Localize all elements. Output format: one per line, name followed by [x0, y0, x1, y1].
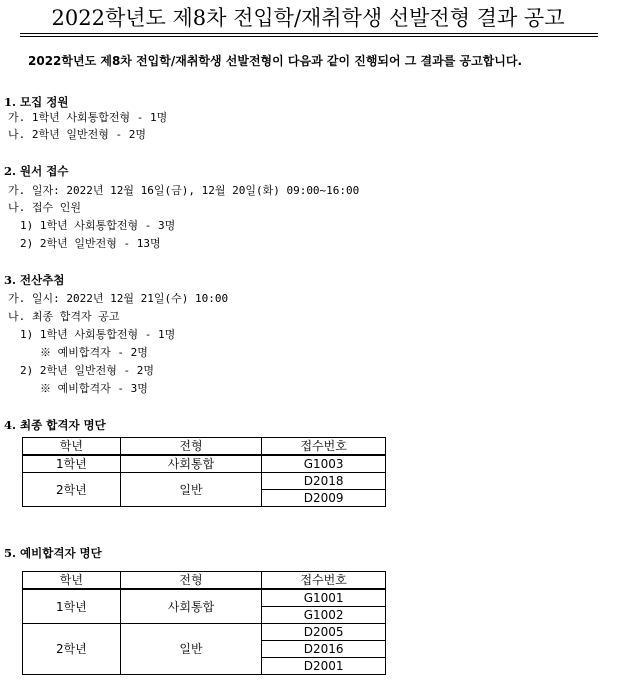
final-admit-table — [22, 437, 386, 507]
col-header-grade: 학년 — [23, 438, 121, 456]
cell-id: D2016 — [262, 641, 386, 658]
col-header-id: 접수번호 — [262, 438, 386, 456]
table-row — [23, 589, 386, 607]
section-2-line: 가. 일자: 2022년 12월 16일(금), 12월 20일(화) 09:00~16:00 — [8, 184, 360, 197]
section-3-line: 1) 1학년 사회통합전형 - 1명 — [20, 328, 176, 341]
cell-type: 사회통합 — [120, 455, 262, 473]
table-header-row — [23, 438, 386, 456]
section-3-line: ※ 예비합격자 - 3명 — [40, 382, 148, 395]
cell-type: 사회통합 — [120, 589, 262, 624]
section-1-line: 나. 2학년 일반전형 - 2명 — [8, 128, 146, 141]
title-underline — [20, 33, 598, 34]
section-3-heading: 3. 전산추첨 — [4, 273, 65, 287]
col-header-type: 전형 — [120, 572, 262, 590]
section-4-heading: 4. 최종 합격자 명단 — [4, 418, 106, 432]
table-row — [23, 473, 386, 490]
table-row — [23, 624, 386, 641]
cell-id: G1002 — [262, 607, 386, 624]
col-header-id: 접수번호 — [262, 572, 386, 590]
cell-id: D2009 — [262, 490, 386, 507]
section-2-line: 1) 1학년 사회통합전형 - 3명 — [20, 219, 176, 232]
table-row — [23, 455, 386, 473]
cell-grade: 1학년 — [23, 589, 121, 624]
section-1-heading: 1. 모집 정원 — [4, 95, 69, 109]
cell-type: 일반 — [120, 624, 262, 675]
waitlist-table — [22, 571, 386, 675]
section-3-line: 나. 최종 합격자 공고 — [8, 310, 120, 323]
section-3-line: ※ 예비합격자 - 2명 — [40, 346, 148, 359]
cell-grade: 2학년 — [23, 473, 121, 507]
section-2-heading: 2. 원서 접수 — [4, 164, 69, 178]
intro-paragraph: 2022학년도 제8차 전입학/재취학생 선발전형이 다음과 같이 진행되어 그 결과를 공고합니다. — [28, 54, 523, 68]
cell-grade: 2학년 — [23, 624, 121, 675]
cell-id: G1003 — [262, 455, 386, 473]
section-1-line: 가. 1학년 사회통합전형 - 1명 — [8, 111, 168, 124]
cell-id: D2005 — [262, 624, 386, 641]
cell-id: G1001 — [262, 589, 386, 607]
col-header-type: 전형 — [120, 438, 262, 456]
section-2-line: 나. 접수 인원 — [8, 201, 81, 214]
cell-type: 일반 — [120, 473, 262, 507]
section-3-line: 2) 2학년 일반전형 - 2명 — [20, 364, 154, 377]
table-header-row — [23, 572, 386, 590]
section-5-heading: 5. 예비합격자 명단 — [4, 546, 102, 560]
cell-grade: 1학년 — [23, 455, 121, 473]
cell-id: D2018 — [262, 473, 386, 490]
cell-id: D2001 — [262, 658, 386, 675]
col-header-grade: 학년 — [23, 572, 121, 590]
title-underline-double — [20, 36, 598, 37]
document-title: 2022학년도 제8차 전입학/재취학생 선발전형 결과 공고 — [51, 6, 565, 30]
section-2-line: 2) 2학년 일반전형 - 13명 — [20, 237, 161, 250]
section-3-line: 가. 일시: 2022년 12월 21일(수) 10:00 — [8, 292, 229, 305]
